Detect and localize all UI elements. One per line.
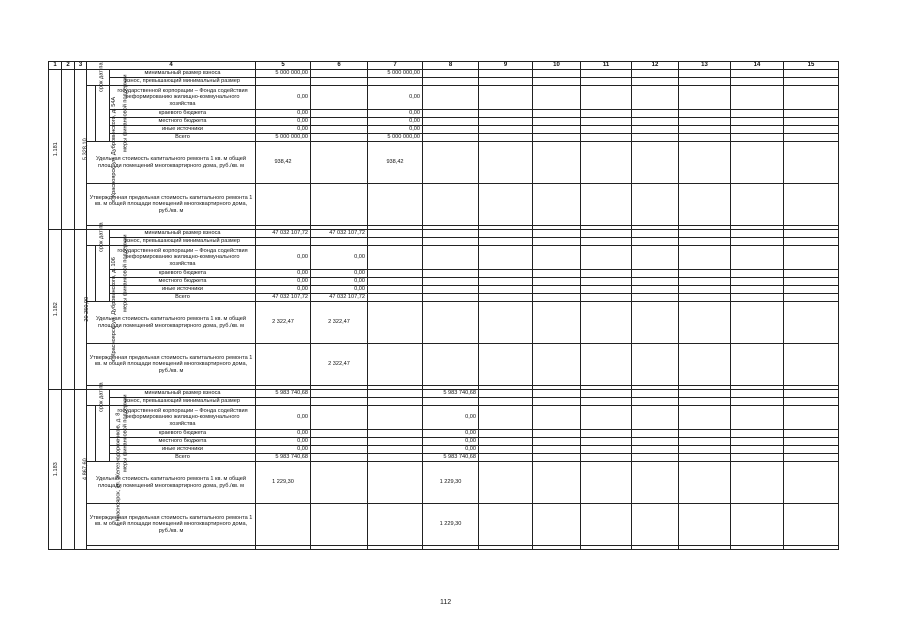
cell-value: 5 000 000,00 bbox=[256, 70, 311, 78]
object-area: 4 867,60 bbox=[75, 390, 87, 550]
table-row bbox=[49, 118, 839, 126]
support-measures-label: меры финансовой поддержки bbox=[87, 246, 96, 302]
cell-value: 1 229,30 bbox=[423, 504, 479, 546]
cell-value bbox=[311, 406, 368, 430]
cell-value bbox=[368, 294, 423, 302]
cell-value bbox=[423, 110, 479, 118]
cell-value: 5 983 740,68 bbox=[256, 454, 311, 462]
header-col-11: 11 bbox=[581, 62, 632, 70]
cell-value bbox=[311, 126, 368, 134]
cell-value: 2 322,47 bbox=[256, 302, 311, 344]
row-label-min-contribution: минимальный размер взноса bbox=[110, 230, 256, 238]
cell-value: 47 032 107,72 bbox=[256, 230, 311, 238]
table-row bbox=[49, 286, 839, 294]
row-label-over-min: взнос, превышающий минимальный размер bbox=[110, 78, 256, 86]
row-label-other-sources: иные источники bbox=[110, 446, 256, 454]
cell-value bbox=[423, 142, 479, 184]
cell-value: 0,00 bbox=[368, 126, 423, 134]
row-label-local-budget: местного бюджета bbox=[110, 278, 256, 286]
cell-value: 5 983 740,68 bbox=[423, 390, 479, 398]
cell-value bbox=[311, 110, 368, 118]
cell-value: 0,00 bbox=[368, 86, 423, 110]
cell-value bbox=[368, 270, 423, 278]
support-measures-label: меры финансовой поддержки bbox=[87, 86, 96, 142]
cell-value: 0,00 bbox=[256, 286, 311, 294]
header-col-9: 9 bbox=[479, 62, 533, 70]
cell-value: 5 000 000,00 bbox=[256, 134, 311, 142]
cell-value: 0,00 bbox=[311, 278, 368, 286]
row-label-total: Всего bbox=[110, 134, 256, 142]
table-row bbox=[49, 398, 839, 406]
cell-value: 938,42 bbox=[368, 142, 423, 184]
cell-value: 0,00 bbox=[368, 110, 423, 118]
cell-value: 0,00 bbox=[256, 438, 311, 446]
table-row bbox=[49, 278, 839, 286]
cell-value bbox=[368, 230, 423, 238]
cell-value bbox=[423, 230, 479, 238]
cell-value bbox=[311, 184, 368, 226]
row-label-unit-cost: Удельная стоимость капитального ремонта 1 кв. м общей площади помещений многоквартирного дома, руб./кв. м bbox=[87, 142, 256, 184]
cell-value: 0,00 bbox=[256, 86, 311, 110]
row-label-unit-cost: Удельная стоимость капитального ремонта 1 кв. м общей площади помещений многоквартирного дома, руб./кв. м bbox=[87, 302, 256, 344]
table-row bbox=[49, 78, 839, 86]
cell-value bbox=[423, 294, 479, 302]
cell-value: 0,00 bbox=[256, 430, 311, 438]
cell-value bbox=[256, 184, 311, 226]
row-label-over-min: взнос, превышающий минимальный размер bbox=[110, 238, 256, 246]
cell-value: 5 983 740,68 bbox=[256, 390, 311, 398]
cell-value bbox=[256, 344, 311, 386]
table-row bbox=[49, 230, 839, 238]
header-col-6: 6 bbox=[311, 62, 368, 70]
header-col-8: 8 bbox=[423, 62, 479, 70]
support-measures-label: меры финансовой поддержки bbox=[87, 406, 96, 462]
row-label-local-budget: местного бюджета bbox=[110, 438, 256, 446]
cell-value bbox=[423, 118, 479, 126]
object-address: г. Красноярск, ул. Дубровинского, д. 54А bbox=[62, 70, 75, 230]
table-row bbox=[49, 446, 839, 454]
cell-value bbox=[423, 286, 479, 294]
table-row bbox=[49, 462, 839, 504]
object-number: 1.183 bbox=[49, 390, 62, 550]
cell-value bbox=[423, 70, 479, 78]
header-col-3: 3 bbox=[75, 62, 87, 70]
cell-value: 0,00 bbox=[423, 430, 479, 438]
table-row bbox=[49, 142, 839, 184]
cell-value bbox=[368, 454, 423, 462]
cell-value: 0,00 bbox=[423, 406, 479, 430]
cell-value bbox=[311, 454, 368, 462]
cell-value bbox=[311, 430, 368, 438]
cell-value: 0,00 bbox=[311, 270, 368, 278]
cell-value bbox=[368, 246, 423, 270]
object-number: 1.182 bbox=[49, 230, 62, 390]
cell-value: 47 032 107,72 bbox=[311, 230, 368, 238]
object-address: г. Красноярск, ул. Железнодорожников, д. 8 bbox=[62, 390, 75, 550]
table-row bbox=[49, 406, 839, 430]
cell-value bbox=[368, 462, 423, 504]
cell-value bbox=[368, 504, 423, 546]
cell-value: 1 229,30 bbox=[423, 462, 479, 504]
table-row bbox=[49, 546, 839, 550]
cell-value: 0,00 bbox=[256, 110, 311, 118]
cell-value: 0,00 bbox=[423, 446, 479, 454]
row-label-total: Всего bbox=[110, 454, 256, 462]
table-row bbox=[49, 110, 839, 118]
cell-value bbox=[311, 438, 368, 446]
cell-value bbox=[423, 270, 479, 278]
deadline-label: срок дат па bbox=[87, 70, 110, 86]
object-address: г. Красноярск, ул. Дубровинского, д. 106 bbox=[62, 230, 75, 390]
table-row bbox=[49, 126, 839, 134]
row-label-over-min: взнос, превышающий минимальный размер bbox=[110, 398, 256, 406]
cell-value bbox=[311, 134, 368, 142]
cell-value: 938,42 bbox=[256, 142, 311, 184]
capital-repair-register-table bbox=[48, 61, 839, 550]
header-col-7: 7 bbox=[368, 62, 423, 70]
table-row bbox=[49, 504, 839, 546]
cell-value bbox=[368, 184, 423, 226]
row-label-regional-budget: краевого бюджета bbox=[110, 110, 256, 118]
cell-value: 0,00 bbox=[256, 278, 311, 286]
object-area: 5 328,10 bbox=[75, 70, 87, 230]
row-label-max-cost: Утвержденная предельная стоимость капитального ремонта 1 кв. м общей площади помещений многоквартирного дома, руб./кв. м bbox=[87, 344, 256, 386]
cell-value bbox=[368, 278, 423, 286]
table-row bbox=[49, 86, 839, 110]
cell-value: 0,00 bbox=[256, 246, 311, 270]
header-row bbox=[49, 62, 839, 70]
table-row bbox=[49, 184, 839, 226]
cell-value: 5 983 740,68 bbox=[423, 454, 479, 462]
row-label-max-cost: Утвержденная предельная стоимость капитального ремонта 1 кв. м общей площади помещений многоквартирного дома, руб./кв. м bbox=[87, 184, 256, 226]
cell-value: 47 032 107,72 bbox=[256, 294, 311, 302]
cell-value bbox=[311, 462, 368, 504]
page-number: 112 bbox=[440, 599, 452, 606]
object-area: 20 250,90 bbox=[75, 230, 87, 390]
cell-value bbox=[368, 406, 423, 430]
table-row bbox=[49, 294, 839, 302]
cell-value bbox=[368, 438, 423, 446]
cell-value: 0,00 bbox=[256, 118, 311, 126]
table-row bbox=[49, 270, 839, 278]
cell-value bbox=[423, 86, 479, 110]
cell-value bbox=[423, 302, 479, 344]
cell-value: 0,00 bbox=[256, 270, 311, 278]
cell-value: 5 000 000,00 bbox=[368, 134, 423, 142]
cell-value bbox=[311, 446, 368, 454]
cell-value bbox=[368, 302, 423, 344]
table-row bbox=[49, 454, 839, 462]
row-label-other-sources: иные источники bbox=[110, 286, 256, 294]
row-label-min-contribution: минимальный размер взноса bbox=[110, 70, 256, 78]
cell-value bbox=[311, 142, 368, 184]
cell-value: 47 032 107,72 bbox=[311, 294, 368, 302]
cell-value bbox=[311, 504, 368, 546]
row-label-unit-cost: Удельная стоимость капитального ремонта 1 кв. м общей площади помещений многоквартирного дома, руб./кв. м bbox=[87, 462, 256, 504]
cell-value: 5 000 000,00 bbox=[368, 70, 423, 78]
deadline-label: срок дат па bbox=[87, 390, 110, 406]
table-row bbox=[49, 70, 839, 78]
header-col-5: 5 bbox=[256, 62, 311, 70]
object-number: 1.181 bbox=[49, 70, 62, 230]
header-col-13: 13 bbox=[679, 62, 731, 70]
cell-value bbox=[311, 86, 368, 110]
row-label-min-contribution: минимальный размер взноса bbox=[110, 390, 256, 398]
header-col-10: 10 bbox=[533, 62, 581, 70]
header-col-2: 2 bbox=[62, 62, 75, 70]
cell-value bbox=[368, 286, 423, 294]
row-label-state-corp: государственной корпорации – Фонда содействия реформированию жилищно-коммунального хозяйства bbox=[110, 246, 256, 270]
row-label-state-corp: государственной корпорации – Фонда содействия реформированию жилищно-коммунального хозяйства bbox=[110, 406, 256, 430]
table-row bbox=[49, 134, 839, 142]
cell-value bbox=[423, 278, 479, 286]
cell-value: 0,00 bbox=[256, 406, 311, 430]
header-col-14: 14 bbox=[731, 62, 784, 70]
cell-value: 0,00 bbox=[256, 126, 311, 134]
cell-value bbox=[368, 430, 423, 438]
table-row bbox=[49, 430, 839, 438]
cell-value bbox=[423, 246, 479, 270]
cell-value bbox=[423, 344, 479, 386]
cell-value: 1 229,30 bbox=[256, 462, 311, 504]
cell-value: 2 322,47 bbox=[311, 302, 368, 344]
table-row bbox=[49, 302, 839, 344]
cell-value: 0,00 bbox=[423, 438, 479, 446]
cell-value: 0,00 bbox=[368, 118, 423, 126]
cell-value bbox=[423, 184, 479, 226]
cell-value bbox=[368, 446, 423, 454]
cell-value bbox=[311, 70, 368, 78]
cell-value bbox=[256, 504, 311, 546]
header-col-1: 1 bbox=[49, 62, 62, 70]
row-label-state-corp: государственной корпорации – Фонда содействия реформированию жилищно-коммунального хозяйства bbox=[110, 86, 256, 110]
cell-value: 0,00 bbox=[256, 446, 311, 454]
deadline-label: срок дат па bbox=[87, 230, 110, 246]
row-label-max-cost: Утвержденная предельная стоимость капитального ремонта 1 кв. м общей площади помещений многоквартирного дома, руб./кв. м bbox=[87, 504, 256, 546]
cell-value: 0,00 bbox=[311, 246, 368, 270]
table-row bbox=[49, 238, 839, 246]
row-label-regional-budget: краевого бюджета bbox=[110, 270, 256, 278]
table-row bbox=[49, 246, 839, 270]
header-col-15: 15 bbox=[784, 62, 839, 70]
row-label-other-sources: иные источники bbox=[110, 126, 256, 134]
table-row bbox=[49, 438, 839, 446]
table-row bbox=[49, 390, 839, 398]
cell-value bbox=[311, 118, 368, 126]
header-col-4: 4 bbox=[87, 62, 256, 70]
cell-value: 2 322,47 bbox=[311, 344, 368, 386]
row-label-regional-budget: краевого бюджета bbox=[110, 430, 256, 438]
table-row bbox=[49, 344, 839, 386]
row-label-total: Всего bbox=[110, 294, 256, 302]
header-col-12: 12 bbox=[632, 62, 679, 70]
cell-value bbox=[423, 126, 479, 134]
cell-value bbox=[423, 134, 479, 142]
cell-value bbox=[368, 344, 423, 386]
cell-value bbox=[368, 390, 423, 398]
cell-value: 0,00 bbox=[311, 286, 368, 294]
cell-value bbox=[311, 390, 368, 398]
row-label-local-budget: местного бюджета bbox=[110, 118, 256, 126]
